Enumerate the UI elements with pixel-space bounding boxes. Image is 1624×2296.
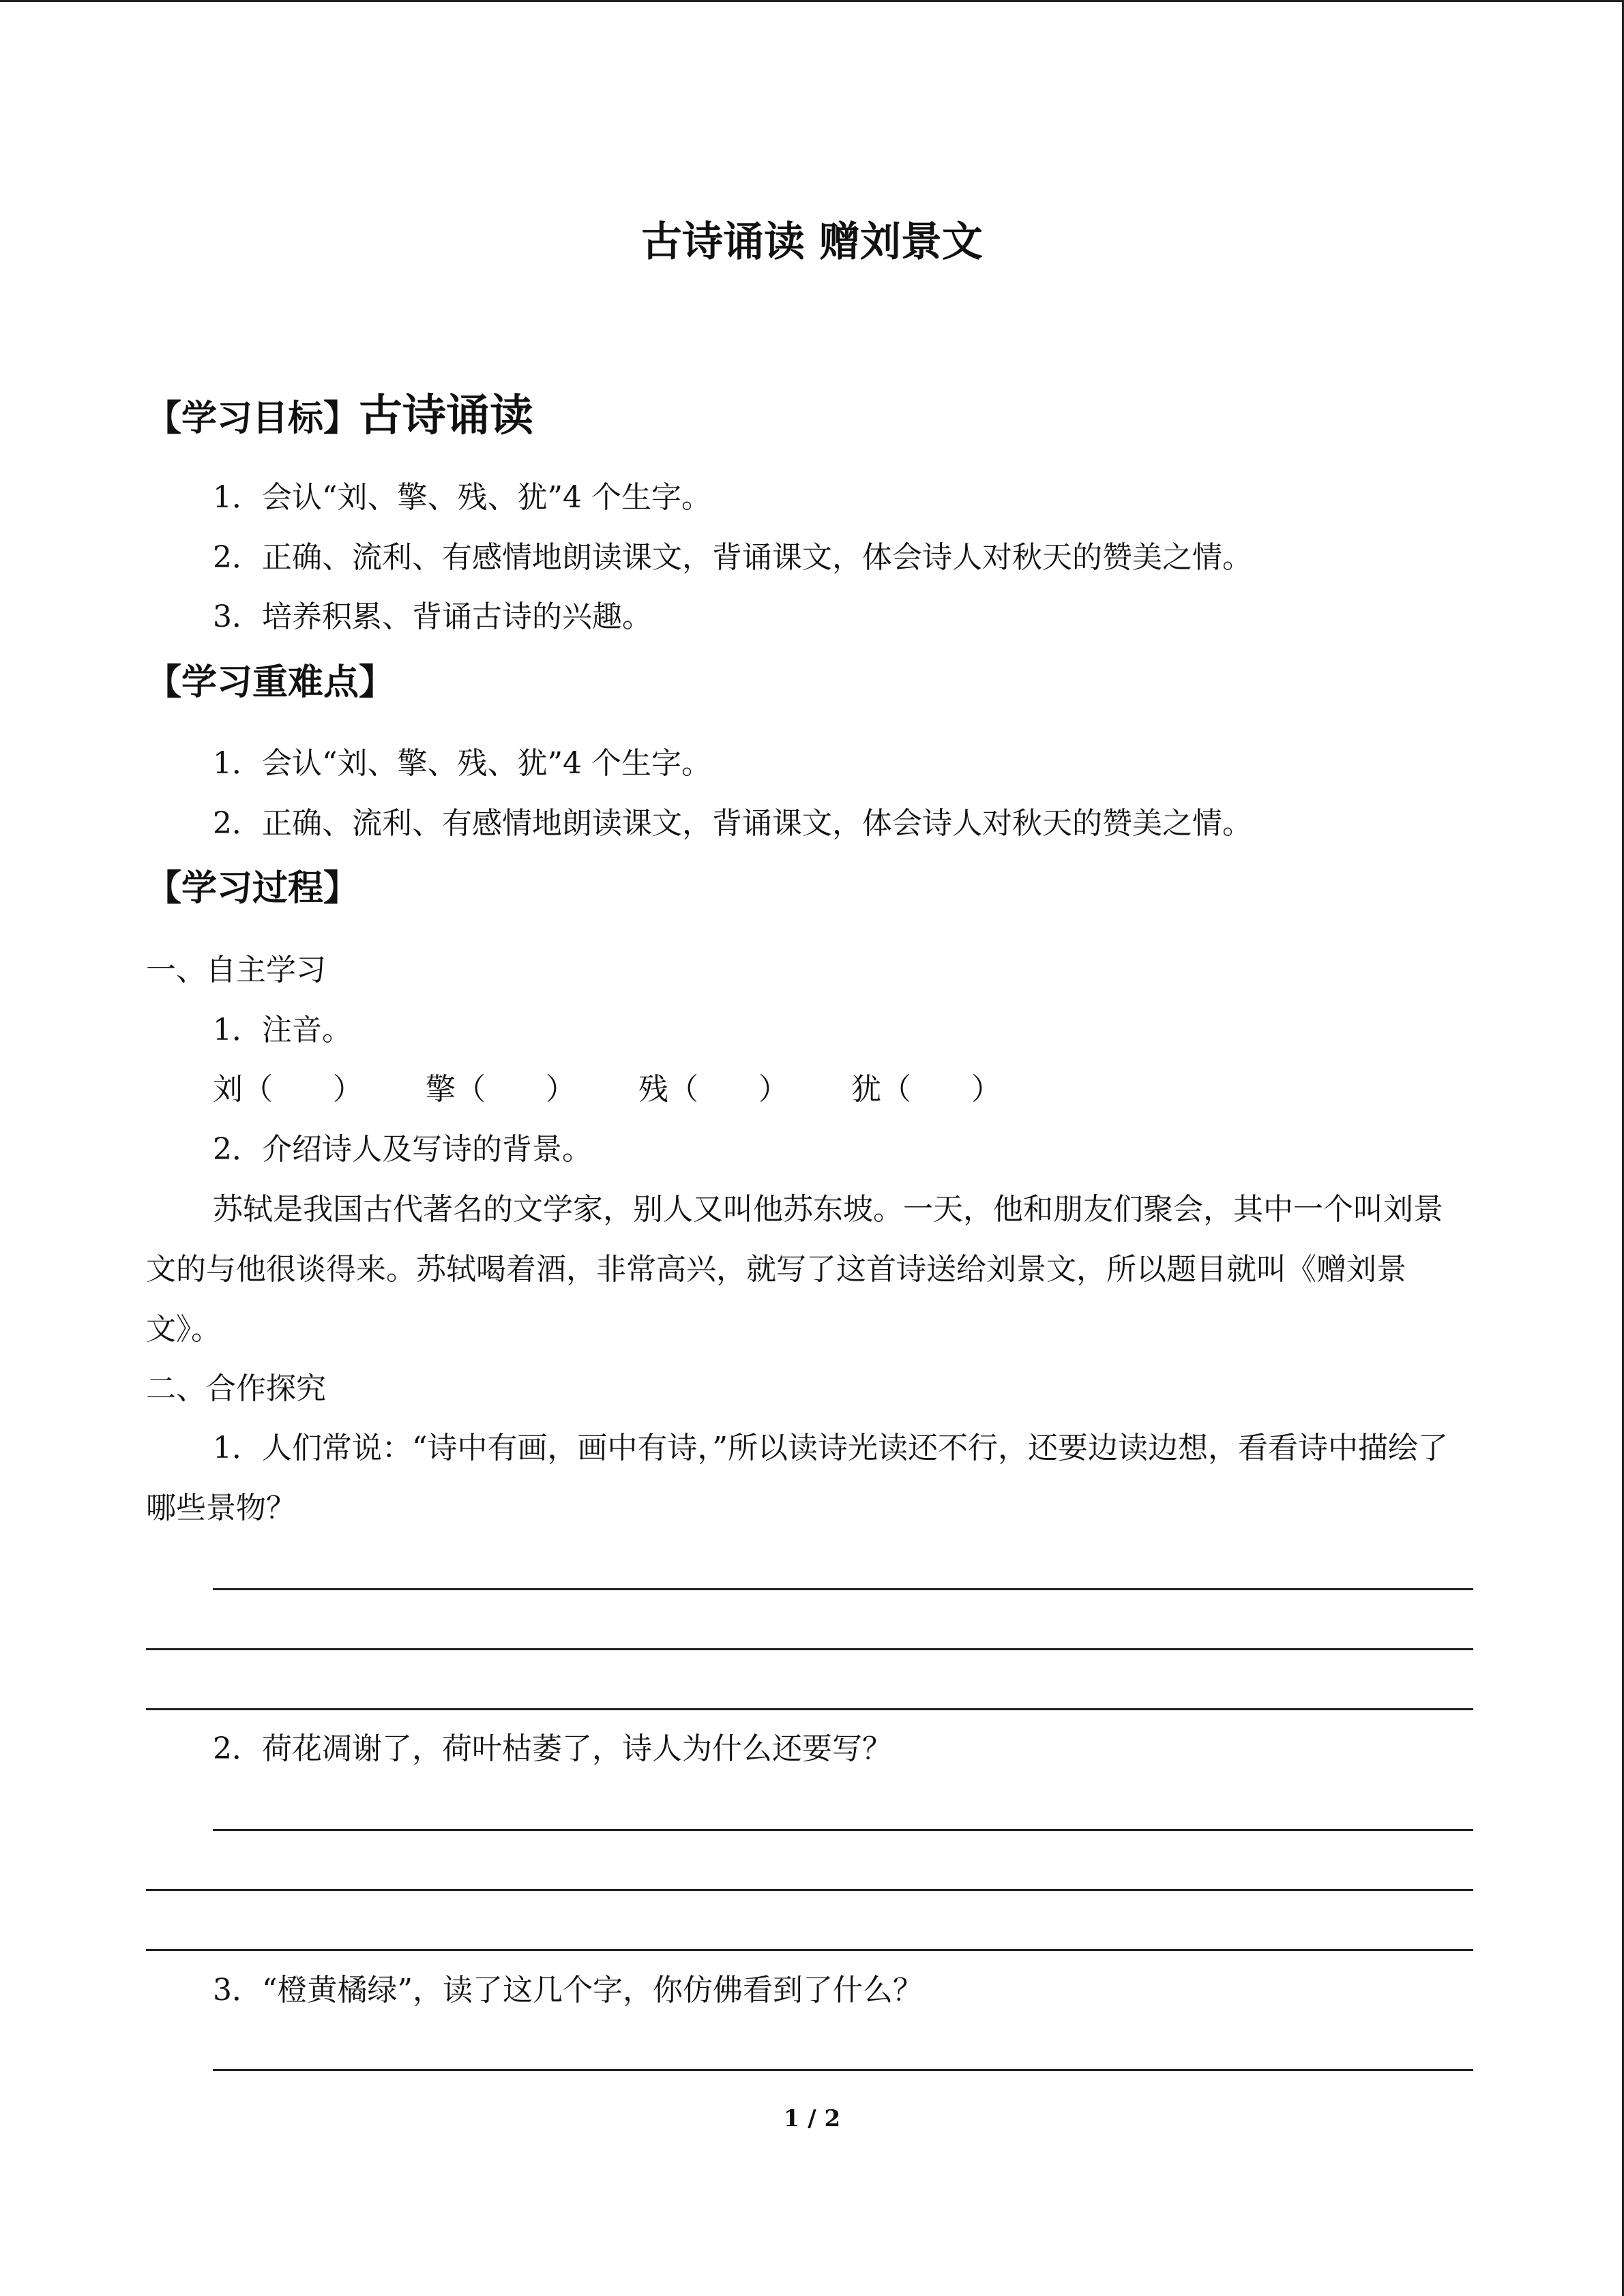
part2-heading: 二、合作探究	[146, 1371, 326, 1406]
key-point-item-1: 1．会认“刘、擎、残、犹”4 个生字。	[213, 746, 711, 781]
key-point-item-2: 2．正确、流利、有感情地朗读课文，背诵课文，体会诗人对秋天的赞美之情。	[213, 806, 1252, 841]
process-heading: 【学习过程】	[146, 867, 359, 909]
key-points-heading: 【学习重难点】	[146, 661, 395, 703]
part2-q3: 3．“橙黄橘绿”，读了这几个字，你仿佛看到了什么？	[213, 1973, 923, 2008]
answer-line-q1-1[interactable]	[213, 1588, 1473, 1590]
answer-line-q2-3[interactable]	[146, 1949, 1473, 1951]
part2-q1: 1．人们常说：“诗中有画，画中有诗，”所以读诗光读还不行，还要边读边想，看看诗中描绘了哪些景物？	[146, 1431, 1448, 1525]
part1-q2: 2．介绍诗人及写诗的背景。	[213, 1132, 592, 1167]
background-paragraph: 苏轼是我国古代著名的文学家，别人又叫他苏东坡。一天，他和朋友们聚会，其中一个叫刘景文的与他很谈得来。苏轼喝着酒，非常高兴，就写了这首诗送给刘景文，所以题目就叫《赠刘景文》。	[146, 1192, 1443, 1347]
objective-item-1: 1．会认“刘、擎、残、犹”4 个生字。	[213, 480, 711, 515]
objective-item-2: 2．正确、流利、有感情地朗读课文，背诵课文，体会诗人对秋天的赞美之情。	[213, 540, 1252, 575]
answer-line-q3-1[interactable]	[213, 2069, 1473, 2071]
answer-line-q1-2[interactable]	[146, 1648, 1473, 1650]
pinyin-blank-3[interactable]: 残（ ）	[638, 1072, 788, 1107]
answer-line-q2-1[interactable]	[213, 1829, 1473, 1831]
page-title: 古诗诵读 赠刘景文	[641, 218, 983, 266]
part1-q1: 1．注音。	[213, 1013, 352, 1047]
pinyin-blank-2[interactable]: 擎（ ）	[426, 1072, 576, 1107]
objective-item-3: 3．培养积累、背诵古诗的兴趣。	[213, 599, 652, 634]
pinyin-blank-4[interactable]: 犹（ ）	[851, 1072, 1001, 1107]
objectives-heading	[146, 392, 533, 443]
objectives-heading-bracket: 【学习目标】	[146, 398, 359, 439]
objectives-heading-topic: 古诗诵读	[359, 390, 534, 441]
answer-line-q2-2[interactable]	[146, 1889, 1473, 1891]
pinyin-blank-1[interactable]: 刘（ ）	[213, 1072, 363, 1107]
part1-heading: 一、自主学习	[146, 953, 326, 987]
page-number: 1 / 2	[783, 2105, 841, 2132]
answer-line-q1-3[interactable]	[146, 1708, 1473, 1710]
part2-q2: 2．荷花凋谢了，荷叶枯萎了，诗人为什么还要写？	[213, 1731, 892, 1766]
